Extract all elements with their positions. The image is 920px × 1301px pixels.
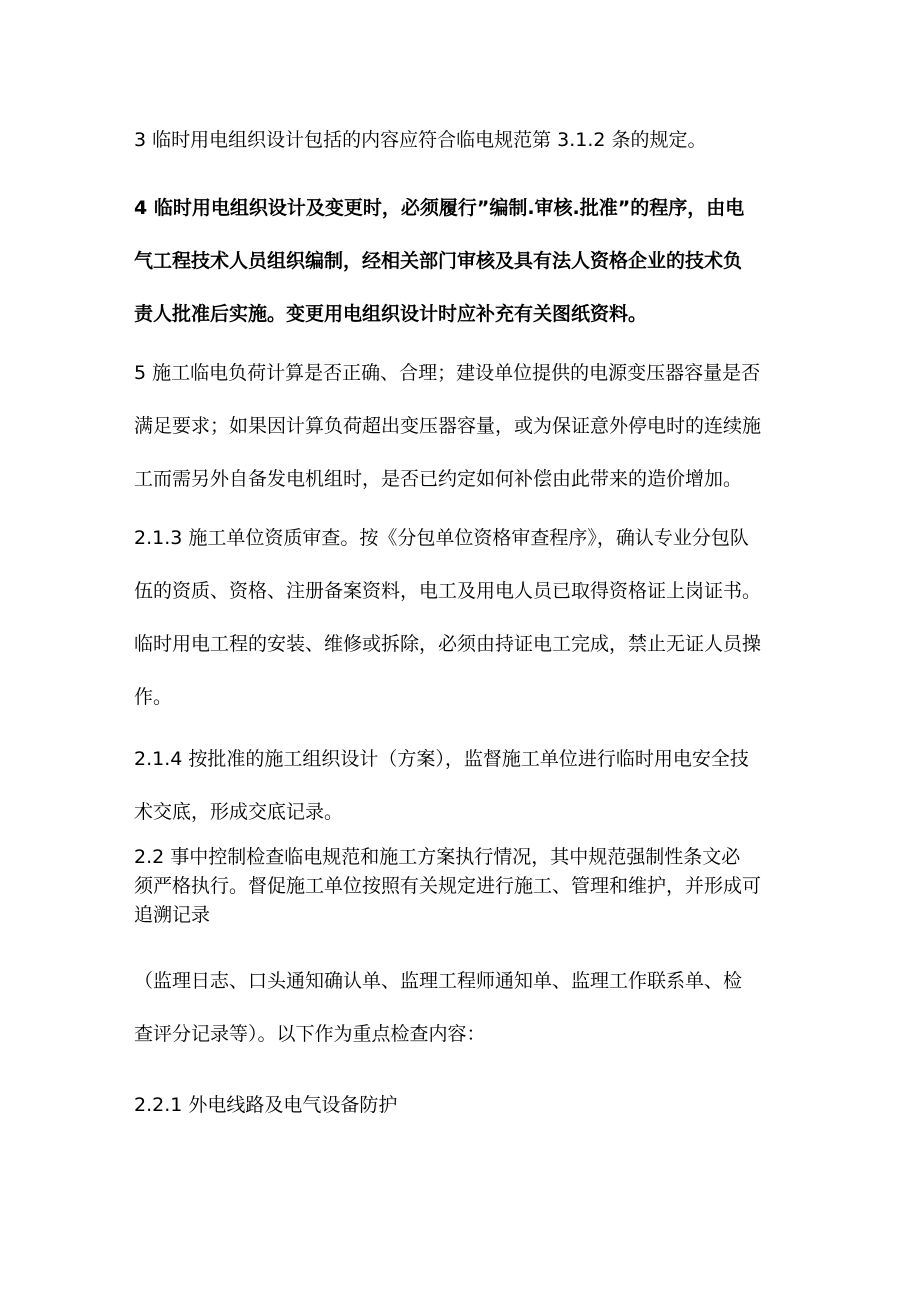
text-line: 作。 (134, 686, 173, 708)
text-line: 2.2 事中控制检查临电规范和施工方案执行情况，其中规范强制性条文必 (134, 846, 741, 868)
text-line: 2.2.1 外电线路及电气设备防护 (134, 1094, 398, 1116)
text-line: 伍的资质、资格、注册备案资料，电工及用电人员已取得资格证上岗证书。 (134, 580, 762, 602)
text-line: 追溯记录 (134, 904, 211, 926)
paragraph-5-load-calculation (134, 347, 824, 506)
text-line: 3 临时用电组织设计包括的内容应符合临电规范第 3.1.2 条的规定。 (134, 129, 707, 151)
paragraph-4-approval-procedure (134, 182, 824, 341)
text-line: 2.1.3 施工单位资质审查。按《分包单位资格审查程序》，确认专业分包队 (134, 527, 749, 549)
paragraph-2-1-3-qualification-review (134, 512, 824, 724)
text-line: 4 临时用电组织设计及变更时，必须履行”编制.审核.批准”的程序，由电 (134, 197, 745, 219)
paragraph-3-content-rule (134, 114, 824, 167)
text-line: 工而需另外自备发电机组时，是否已约定如何补偿由此带来的造价增加。 (134, 468, 743, 490)
text-line: （监理日志、口头通知确认单、监理工程师通知单、监理工作联系单、检 (134, 970, 743, 992)
text-line: 须严格执行。督促施工单位按照有关规定进行施工、管理和维护，并形成可 (134, 875, 762, 897)
text-line: 气工程技术人员组织编制，经相关部门审核及具有法人资格企业的技术负 (134, 250, 743, 272)
paragraph-record-types (134, 955, 824, 1061)
text-line: 临时用电工程的安装、维修或拆除，必须由持证电工完成，禁止无证人员操 (134, 633, 762, 655)
text-line: 2.1.4 按批准的施工组织设计（方案），监督施工单位进行临时用电安全技 (134, 748, 749, 770)
text-line: 查评分记录等）。以下作为重点检查内容： (134, 1023, 486, 1045)
text-line: 5 施工临电负荷计算是否正确、合理；建设单位提供的电源变压器容量是否 (134, 362, 761, 384)
text-line: 术交底，形成交底记录。 (134, 801, 344, 823)
paragraph-2-1-4-safety-briefing (134, 733, 824, 839)
text-line: 责人批准后实施。变更用电组织设计时应补充有关图纸资料。 (134, 303, 648, 325)
text-line: 满足要求；如果因计算负荷超出变压器容量，或为保证意外停电时的连续施 (134, 415, 762, 437)
section-heading-2-2-1 (134, 1079, 824, 1132)
paragraph-2-2-in-process-control (134, 843, 824, 930)
